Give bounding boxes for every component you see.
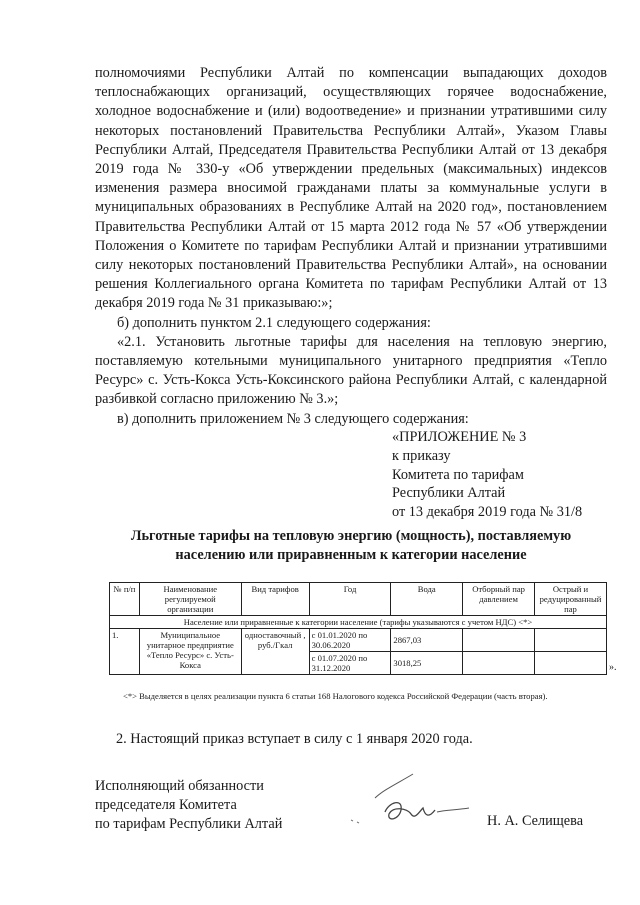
live-steam-cell (534, 629, 606, 652)
tariff-type-cell: одноставочный , руб./Гкал (241, 629, 309, 675)
appendix-line: Комитета по тарифам (392, 466, 524, 483)
table-header-row (110, 583, 607, 616)
header-cell: Вид тарифов (241, 583, 309, 616)
water-value-cell: 3018,25 (391, 652, 463, 675)
signatory-block (95, 777, 282, 835)
closing-quote-mark: ». (609, 662, 617, 673)
tariff-table (109, 582, 607, 675)
appendix-line: к приказу (392, 447, 451, 464)
signatory-line: председателя Комитета (95, 797, 237, 814)
signatory-line: по тарифам Республики Алтай (95, 816, 283, 833)
signatory-line: Исполняющий обязанности (95, 778, 264, 794)
header-cell: Вода (391, 583, 463, 616)
organization-cell: Муниципальное унитарное предприятие «Тепло Ресурс» с. Усть-Кокса (139, 629, 241, 675)
water-value-cell: 2867,03 (391, 629, 463, 652)
live-steam-cell (534, 652, 606, 675)
header-cell: Острый и редуцированный пар (534, 583, 606, 616)
appendix-line: «ПРИЛОЖЕНИЕ № 3 (392, 429, 527, 445)
paragraph-amendment-b: б) дополнить пунктом 2.1 следующего содержания: (117, 314, 431, 331)
paragraph-legal-basis: полномочиями Республики Алтай по компенсации выпадающих доходов теплоснабжающих организаций, осуществляющих горячее водоснабжение, холодное водоснабжение и (или) водоотведение» и признании утратившими силу некоторых постановлений Правительства Республики Алтай», Указом Главы Республики Алтай, Председателя Правительства Республики Алтай от 13 декабря 2019 года № 330-у «Об утверждении предельных (максимальных) индексов изменения размера вносимой гражданами платы за коммунальные услуги в муниципальных образованиях в Республике Алтай на 2020 год», постановлением Правительства Республики Алтай от 15 марта 2012 года № 57 «Об утверждении Положения о Комитете по тарифам Республики Алтай и признании утратившими силу некоторых постановлений Правительства Республики Алтай», на основании решения Коллегиального органа Комитета по тарифам Республики Алтай от 13 декабря 2019 года № 31 приказываю:»; (95, 65, 607, 312)
document-body (95, 64, 607, 429)
footnote-text: <*> Выделяется в целях реализации пункта 6 статьи 168 Налогового кодекса Российской Федерации (часть вторая). (123, 691, 548, 701)
table-footnote (109, 690, 607, 702)
signatory-name: Н. А. Селищева (487, 813, 584, 829)
header-cell: № п/п (110, 583, 140, 616)
handwritten-signature (345, 768, 475, 838)
steam-cell (463, 652, 535, 675)
subheader-cell: Население или приравненные к категории население (тарифы указываются с учетом НДС) <*> (110, 616, 607, 629)
appendix-line: от 13 декабря 2019 года № 31/8 (392, 504, 583, 521)
appendix-header (392, 428, 582, 522)
steam-cell (463, 629, 535, 652)
header-cell: Отборный пар давлением (463, 583, 535, 616)
header-cell: Год (309, 583, 391, 616)
paragraph-clause-2-1: «2.1. Установить льготные тарифы для населения на тепловую энергию, поставляемую котельными муниципального унитарного предприятия «Тепло Ресурс» с. Усть-Кокса Усть-Коксинского района Республики Алтай, с календарной разбивкой согласно приложению № 3.»; (95, 333, 607, 408)
appendix-line: Республики Алтай (392, 485, 506, 502)
table-title: Льготные тарифы на тепловую энергию (мощность), поставляемую населению или приравненным к категории население (130, 528, 572, 563)
period-cell: с 01.01.2020 по 30.06.2020 (309, 629, 391, 652)
row-number-cell: 1. (110, 629, 140, 675)
paragraph-amendment-v: в) дополнить приложением № 3 следующего содержания: (117, 410, 469, 427)
header-cell: Наименование регулируемой организации (139, 583, 241, 616)
paragraph-effective-date: 2. Настоящий приказ вступает в силу с 1 января 2020 года. (116, 731, 473, 747)
table-row (110, 629, 607, 652)
table-subheader-row (110, 616, 607, 629)
period-cell: с 01.07.2020 по 31.12.2020 (309, 652, 391, 675)
